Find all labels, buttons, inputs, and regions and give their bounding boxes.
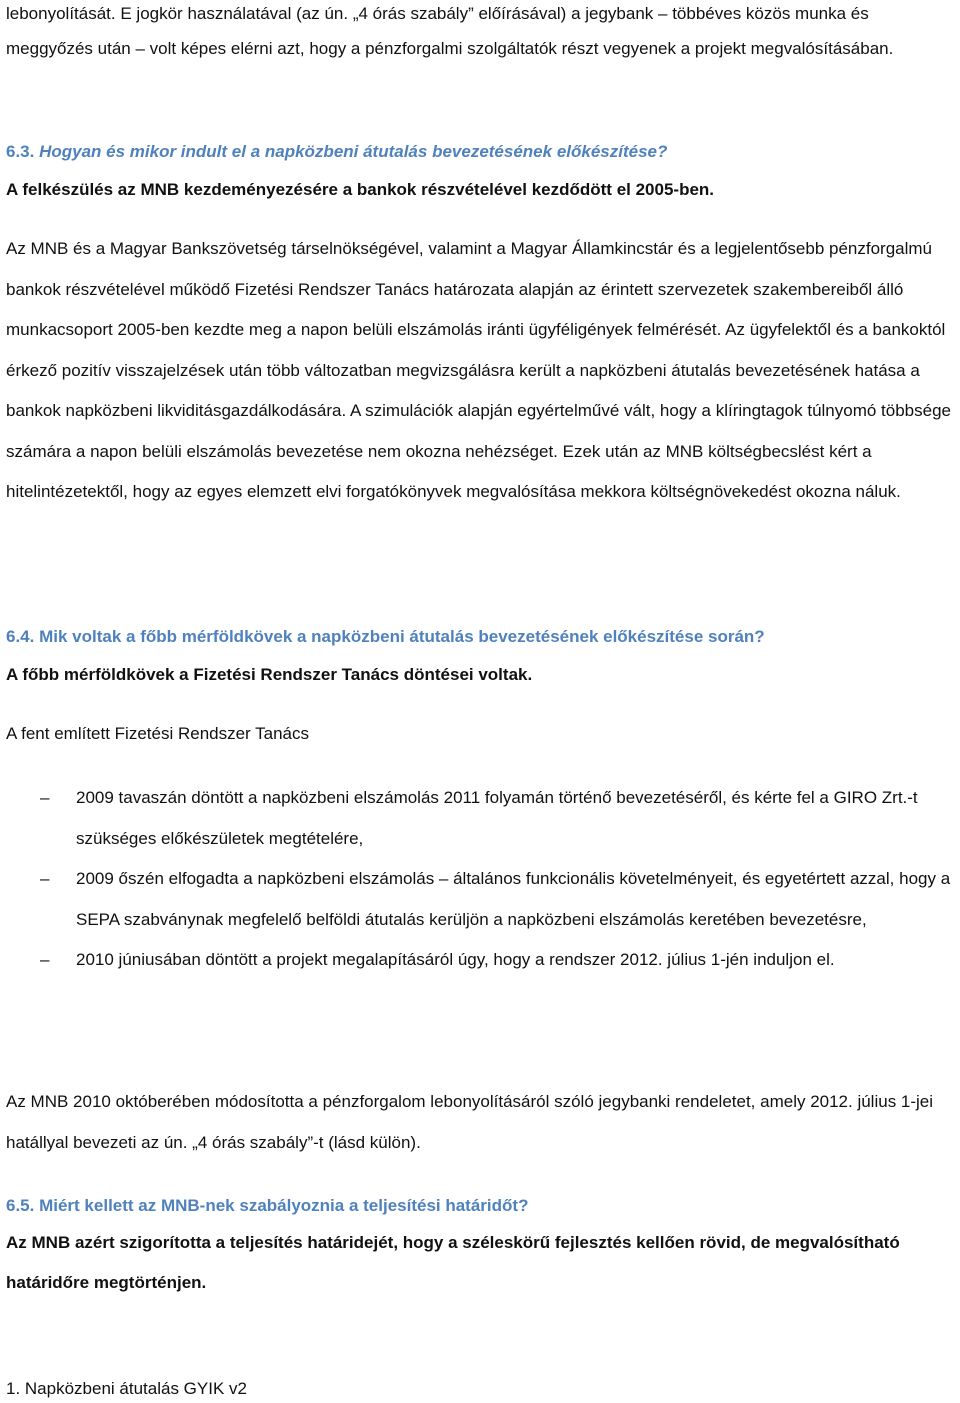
list-item (0, 778, 960, 859)
heading-6-4 (6, 626, 956, 647)
page-footer: 1. Napközbeni átutalás GYIK v2 (6, 1379, 247, 1398)
list-dash: – (40, 869, 50, 888)
intro-paragraph: lebonyolítását. E jogkör használatával (az ún. „4 órás szabály” előírásával) a jegybank – többéves közös munka és meggyőzés után – volt képes elérni azt, hogy a pénzforgalmi szolgáltatók részt vegyenek a projekt megvalósításában. (6, 4, 894, 58)
list-item-text: 2009 őszén elfogadta a napközbeni elszámolás – általános funkcionális követelményeit, és egyetértett azzal, hogy a SEPA szabványnak megfelelő belföldi átutalás kerüljön a napközbeni elszámolás keretében bevezetésre, (76, 869, 951, 929)
heading-question: Hogyan és mikor indult el a napközbeni átutalás bevezetésének előkészítése? (39, 142, 668, 161)
body-6-4: A fent említett Fizetési Rendszer Tanács (6, 724, 309, 743)
heading-number: 6.4. (6, 627, 35, 646)
list-item (0, 859, 960, 940)
list-dash: – (40, 950, 50, 969)
heading-question: Miért kellett az MNB-nek szabályoznia a teljesítési határidőt? (39, 1196, 529, 1215)
body-6-3: Az MNB és a Magyar Bankszövetség társelnökségével, valamint a Magyar Államkincstár és a legjelentősebb pénzforgalmú bankok részvételével működő Fizetési Rendszer Tanács határozata alapján az érintett szervezetek szakembereiből álló munkacsoport 2005-ben kezdte meg a napon belüli elszámolás iránti ügyféligények felmérését. Az ügyfelektől és a bankoktól érkező pozitív visszajelzések után több változatban megvizsgálásra került a napközbeni átutalás bevezetésének hatása a bankok napközbeni likviditásgazdálkodására. A szimulációk alapján egyértelművé vált, hogy a klíringtagok túlnyomó többsége számára a napon belüli elszámolás bevezetése nem okozna nehézséget. Ezek után az MNB költségbecslést kért a hitelintézetektől, hogy az egyes elemzett elvi forgatókönyvek megvalósítása mekkora költségnövekedést okozna náluk. (6, 239, 952, 501)
answer-6-5: Az MNB azért szigorította a teljesítés határidejét, hogy a széleskörű fejlesztés kellően rövid, de megvalósítható határidőre megtörténjen. (6, 1233, 900, 1292)
list-item (0, 940, 960, 981)
list-dash: – (40, 788, 50, 807)
answer-6-4: A főbb mérföldkövek a Fizetési Rendszer Tanács döntései voltak. (6, 665, 533, 684)
heading-question: Mik voltak a főbb mérföldkövek a napközbeni átutalás bevezetésének előkészítése során? (39, 627, 765, 646)
heading-6-5 (6, 1195, 956, 1216)
heading-6-3 (6, 141, 956, 162)
heading-number: 6.3. (6, 142, 35, 161)
list-item-text: 2010 júniusában döntött a projekt megalapításáról úgy, hogy a rendszer 2012. július 1-jén induljon el. (76, 950, 835, 969)
milestone-list (0, 778, 960, 981)
heading-number: 6.5. (6, 1196, 35, 1215)
answer-6-3: A felkészülés az MNB kezdeményezésére a bankok részvételével kezdődött el 2005-ben. (6, 180, 715, 199)
list-item-text: 2009 tavaszán döntött a napközbeni elszámolás 2011 folyamán történő bevezetéséről, és kérte fel a GIRO Zrt.-t szükséges előkészületek megtételére, (76, 788, 918, 848)
body-after-list: Az MNB 2010 októberében módosította a pénzforgalom lebonyolításáról szóló jegybanki rendeletet, amely 2012. július 1-jei hatállyal bevezeti az ún. „4 órás szabály”-t (lásd külön). (6, 1092, 934, 1152)
